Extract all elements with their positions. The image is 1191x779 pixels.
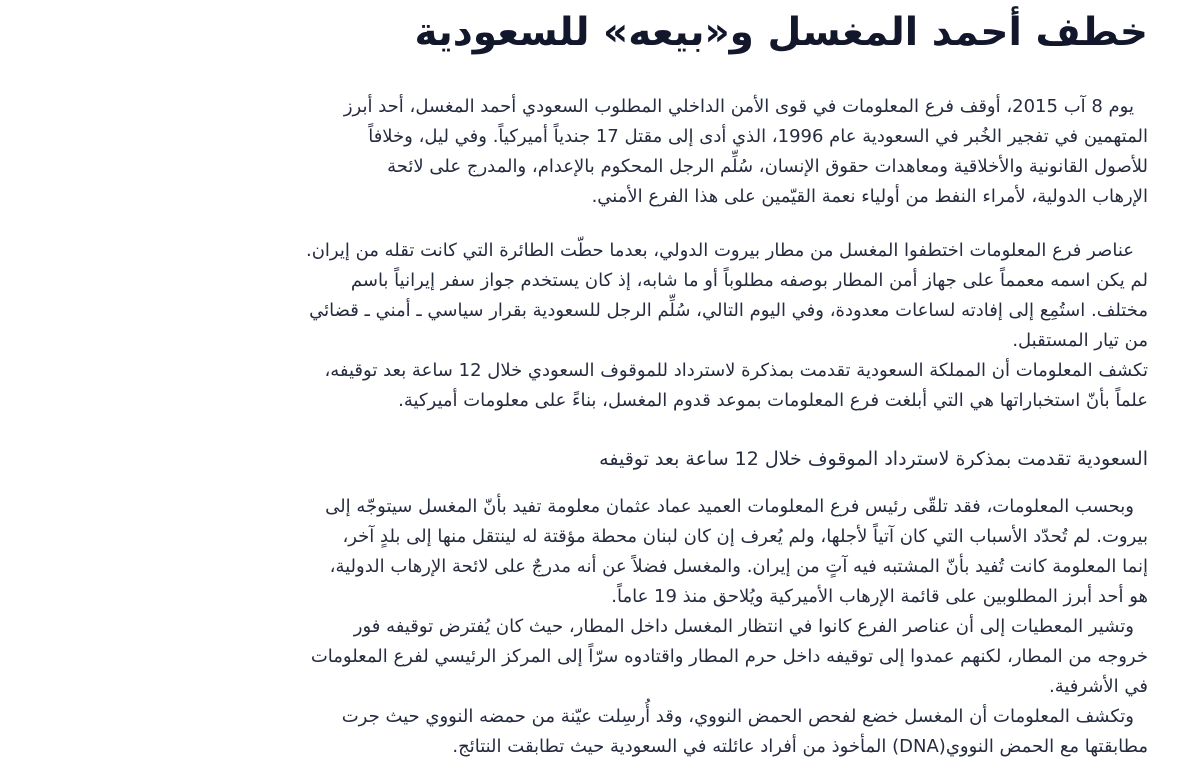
article-paragraph [40,612,1148,702]
article-paragraph [40,702,1148,762]
article-line: من تيار المستقبل. [1012,330,1148,352]
article-line: المتهمين في تفجير الخُبر في السعودية عام 1996، الذي أدى إلى مقتل 17 جندياً أميركياً. وفي ليل، وخلافاً [368,126,1148,148]
article-paragraph [40,92,1148,212]
article-line: هو أحد أبرز المطلوبين على قائمة الإرهاب الأميركية ويُلاحق منذ 19 عاماً. [611,586,1148,608]
article-line: وتشير المعطيات إلى أن عناصر الفرع كانوا في انتظار المغسل داخل المطار، حيث كان يُفترض توقيفه فور [353,616,1134,638]
article-line: تكشف المعلومات أن المملكة السعودية تقدمت بمذكرة لاسترداد للموقوف السعودي خلال 12 ساعة بعد توقيفه، [324,360,1148,382]
article-paragraph [40,356,1148,416]
article-line: للأصول القانونية والأخلاقية ومعاهدات حقوق الإنسان، سُلِّم الرجل المحكوم بالإعدام، والمدرج على لائحة [387,156,1148,178]
article-pullquote: السعودية تقدمت بمذكرة لاسترداد الموقوف خلال 12 ساعة بعد توقيفه [599,448,1148,471]
article-line: عناصر فرع المعلومات اختطفوا المغسل من مطار بيروت الدولي، بعدما حطّت الطائرة التي كانت تقله من إيران. [305,240,1134,262]
article-line: خروجه من المطار، لكنهم عمدوا إلى توقيفه داخل حرم المطار واقتادوه سرّاً إلى المركز الرئيسي لفرع المعلومات [310,646,1148,668]
article-title: خطف أحمد المغسل و«بيعه» للسعودية [414,10,1148,55]
article-line: وبحسب المعلومات، فقد تلقّى رئيس فرع المعلومات العميد عماد عثمان معلومة تفيد بأنّ المغسل سيتوجّه إلى [325,496,1134,518]
article-paragraph [40,236,1148,356]
article-line: إنما المعلومة كانت تُفيد بأنّ المشتبه فيه آتٍ من إيران. والمغسل فضلاً عن أنه مدرجٌ على لائحة الإرهاب الدولية، [329,556,1148,578]
article-body-section [40,492,1148,762]
article-line: الإرهاب الدولية، لأمراء النفط من أولياء نعمة القيّمين على هذا الفرع الأمني. [591,186,1148,208]
article-paragraph [40,492,1148,612]
article-line: مختلف. استُمِع إلى إفادته لساعات معدودة، وفي اليوم التالي، سُلِّم الرجل للسعودية بقرار سياسي ـ أمني ـ قضائي [309,300,1148,322]
article-line: مطابقتها مع الحمض النووي(DNA) المأخوذ من أفراد عائلته في السعودية حيث تطابقت النتائج. [452,736,1148,758]
article-line: يوم 8 آب 2015، أوقف فرع المعلومات في قوى الأمن الداخلي المطلوب السعودي أحمد المغسل، أحد أبرز [343,96,1134,118]
article-line: علماً بأنّ استخباراتها هي التي أبلغت فرع المعلومات بموعد قدوم المغسل، بناءً على معلومات أميركية. [398,390,1148,412]
article-line: في الأشرفية. [1048,676,1148,698]
article-intro-section [40,92,1148,416]
article-line: لم يكن اسمه معمماً على جهاز أمن المطار بوصفه مطلوباً أو ما شابه، إذ كان يستخدم جواز سفر إيرانياً باسم [350,270,1148,292]
article-line: بيروت. لم تُحدّد الأسباب التي كان آتياً لأجلها، ولم يُعرف إن كان لبنان محطة مؤقتة له لينتقل منها إلى بلدٍ آخر، [342,526,1148,548]
article-line: وتكشف المعلومات أن المغسل خضع لفحص الحمض النووي، وقد أُرسِلت عيّنة من حمضه النووي حيث جرت [341,706,1134,728]
